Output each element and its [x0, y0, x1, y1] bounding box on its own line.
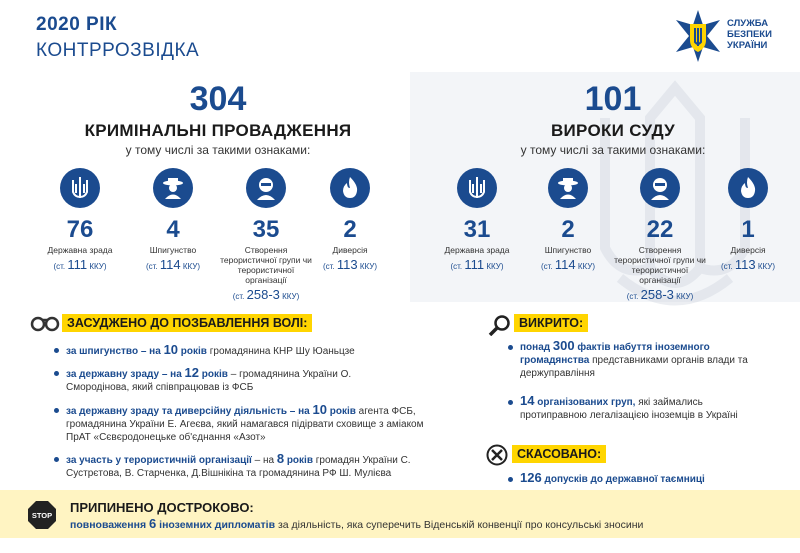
- exposed-item-2: 14 організованих груп, які займались протиправною легалізацією іноземців в Україні: [520, 393, 738, 421]
- cancel-x-icon: [486, 444, 508, 466]
- criminal-cases-title: КРИМІНАЛЬНІ ПРОВАДЖЕННЯ: [84, 121, 352, 140]
- trident-icon: [60, 168, 100, 208]
- exposed-item-1: понад 300 фактів набуття іноземного громадянства представниками органів влади та держуправління: [520, 338, 748, 379]
- fire-icon: [728, 168, 768, 208]
- court-verdicts-total: 101: [584, 80, 642, 118]
- sentenced-item-3: за державну зраду та диверсійну діяльність – на 10 років агента ФСБ, громадянина України Е. Агеєва, який намагався підірвати сховище з аміаком ПрАТ «Сєвєродонецьке об'єднання «Азот»: [66, 402, 424, 443]
- sentenced-title: ЗАСУДЖЕНО ДО ПОЗБАВЛЕННЯ ВОЛІ:: [62, 314, 312, 332]
- handcuffs-icon: [30, 314, 60, 332]
- criminal-cases-block: [78, 80, 358, 157]
- magnifier-icon: [488, 314, 512, 336]
- sentenced-item-4: за участь у терористичній організації – на 8 років громадян України С. Сустрєтова, В. Старченка, Д.Вішнікіна та громадянина РФ Ш. Мулієва: [66, 451, 411, 479]
- sentenced-item-1: за шпигунство – на 10 років громадянина КНР Шу Юаньцзе: [66, 342, 355, 357]
- terrorist-icon: [640, 168, 680, 208]
- stat-espionage-cases: 4 Шпигунство (ст. 114 ККУ): [133, 168, 213, 272]
- spy-icon: [153, 168, 193, 208]
- stat-treason-verdicts: 31 Державна зрада (ст. 111 ККУ): [437, 168, 517, 272]
- year-title: 2020 РІК: [36, 14, 118, 35]
- header: [0, 0, 800, 72]
- court-verdicts-block: [458, 80, 768, 157]
- stat-terrorism-cases: 35 Створення терористичної групи чи терористичної організації (ст. 258-3 ККУ): [216, 168, 316, 302]
- criminal-cases-total: 304: [189, 80, 247, 118]
- criminal-cases-subtitle: у тому числі за такими ознаками:: [125, 143, 311, 157]
- stat-sabotage-verdicts: 1 Диверсія (ст. 113 ККУ): [708, 168, 788, 272]
- stat-espionage-verdicts: 2 Шпигунство (ст. 114 ККУ): [528, 168, 608, 272]
- fire-icon: [330, 168, 370, 208]
- stat-sabotage-cases: 2 Диверсія (ст. 113 ККУ): [310, 168, 390, 272]
- cancelled-title: СКАСОВАНО:: [512, 445, 606, 463]
- exposed-title: ВИКРИТО:: [514, 314, 588, 332]
- cancelled-item-1: 126 допусків до державної таємниці: [520, 470, 705, 485]
- svg-text:STOP: STOP: [31, 511, 53, 520]
- stopped-text: повноваження 6 іноземних дипломатів за діяльність, яка суперечить Віденській конвенції про консульські зносини: [70, 516, 644, 531]
- stat-treason-cases: 76 Державна зрада (ст. 111 ККУ): [40, 168, 120, 272]
- logo-text: СЛУЖБА БЕЗПЕКИ УКРАЇНИ: [727, 18, 772, 51]
- spy-icon: [548, 168, 588, 208]
- trident-icon: [457, 168, 497, 208]
- court-verdicts-subtitle: у тому числі за такими ознаками:: [520, 143, 706, 157]
- court-verdicts-title: ВИРОКИ СУДУ: [550, 121, 676, 140]
- sbu-emblem-icon: [676, 10, 720, 62]
- stop-sign-icon: [27, 500, 57, 530]
- stat-terrorism-verdicts: 22 Створення терористичної групи чи терористичної організації (ст. 258-3 ККУ): [610, 168, 710, 302]
- terrorist-icon: [246, 168, 286, 208]
- department-title: КОНТРРОЗВІДКА: [36, 40, 200, 61]
- sentenced-item-2: за державну зраду – на 12 років – громадянина України О. Смородінова, який співпрацював із ФСБ: [66, 365, 352, 393]
- stopped-title: ПРИПИНЕНО ДОСТРОКОВО:: [70, 500, 254, 515]
